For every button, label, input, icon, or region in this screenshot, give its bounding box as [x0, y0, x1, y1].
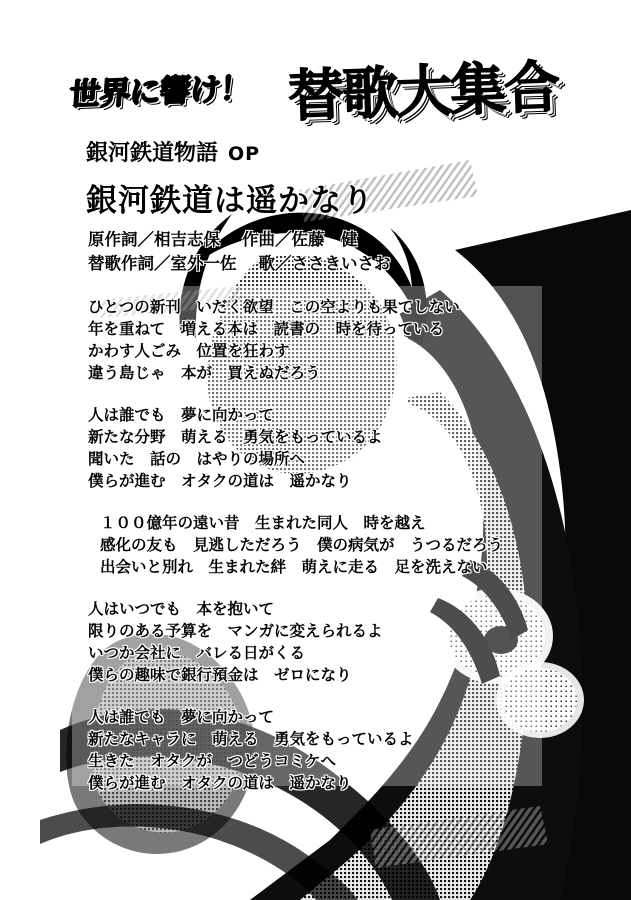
- lyrics-line: 新たなキャラに 萌える 勇気をもっているよ: [88, 730, 414, 748]
- credits-line-2: [88, 252, 558, 276]
- original-lyricist: 原作詞／相吉志保: [88, 230, 220, 249]
- parody-lyricist: 替歌作詞／室外一佐: [88, 253, 237, 273]
- lyrics-line: 人はいつでも 本を抱いて: [88, 600, 275, 618]
- song-origin-tag: OP: [228, 143, 261, 165]
- lyrics-body: [88, 296, 558, 814]
- banner-title: 替歌大集合: [287, 55, 560, 130]
- lyrics-line: ひとつの新刊 いだく欲望 この空よりも果てしない: [88, 298, 460, 316]
- credits-line-1: [88, 228, 558, 252]
- lyrics-line: １００億年の遠い昔 生まれた同人 時を越え: [100, 514, 426, 532]
- lyrics-line: 聞いた 話の はやりの場所へ: [88, 450, 306, 468]
- lyrics-line: 違う島じゃ 本が 買えぬだろう: [88, 364, 321, 382]
- lyrics-line: 新たな分野 萌える 勇気をもっているよ: [88, 428, 383, 446]
- singer: 歌／ささきいさお: [258, 253, 391, 273]
- lyrics-line: 僕らが進む オタクの道は 遥かなり: [88, 472, 352, 490]
- lyrics-line: 人は誰でも 夢に向かって: [88, 406, 275, 424]
- lyrics-line: 出会いと別れ 生まれた絆 萌えに走る 足を洗えない: [100, 558, 488, 576]
- lyrics-line: 感化の友も 見逃しただろう 僕の病気が うつるだろう: [100, 536, 504, 554]
- lyrics-line: かわす人ごみ 位置を狂わす: [88, 342, 290, 360]
- song-title: 銀河鉄道は遥かなり: [86, 183, 374, 219]
- lyrics-line: 僕らの趣味で銀行預金は ゼロになり: [88, 666, 352, 684]
- lyrics-line: 人は誰でも 夢に向かって: [88, 708, 275, 726]
- title-banner: [48, 52, 588, 130]
- credits-block: [88, 228, 558, 276]
- lyrics-verse: [88, 296, 558, 384]
- song-origin: 銀河鉄道物語: [86, 141, 219, 166]
- lyrics-verse: [88, 512, 558, 578]
- lyrics-line: 生きた オタクが つどうコミケへ: [88, 752, 337, 770]
- song-header: [86, 136, 556, 220]
- song-origin-row: [86, 136, 556, 167]
- lyrics-line: 僕らが進む オタクの道は 遥かなり: [88, 774, 352, 792]
- lyrics-verse: [88, 404, 558, 492]
- composer: 作曲／佐藤 健: [242, 230, 358, 249]
- lyrics-verse: [88, 706, 558, 794]
- lyrics-line: 年を重ねて 増える本は 読書の 時を待っている: [88, 320, 445, 338]
- lyrics-line: いつか会社に バレる日がくる: [88, 644, 306, 662]
- lyrics-verse: [88, 598, 558, 686]
- lyrics-line: 限りのある予算を マンガに変えられるよ: [88, 622, 383, 640]
- banner-subtitle: 世界に響け！: [68, 70, 252, 114]
